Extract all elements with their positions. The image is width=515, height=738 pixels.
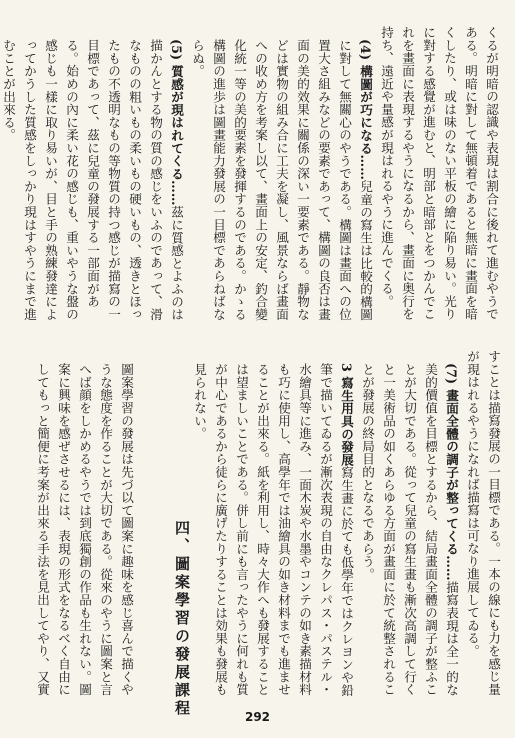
paragraph: (4) 構圖が巧になる……兒童の寫生は比較的構圖に對して無關心のやうである。構圖は畫面への位置大さ組みなどの要素であって、構圖の良否は畫面の美的效果に關係の深い一要素である。靜物などは實物の組み合に工夫を凝し、風景ならば畫面への收め方を考案し以て、畫面上の安定、釣合變化統一等の美的要素を發揮するのである。かゝる構圖の進歩は圖畫能力發展の一目標であらねばならぬ。 bbox=[190, 38, 373, 321]
paragraph: 圖案學習の發展は先づ以て圖案に趣味を感じ喜んで描くやうな態度を作ることが大切である。從來のやうに圖案と言へば顔をしかめるやうでは到底獨創の作品も生れない。圖案に興味を感ぜさせるには、表現の形式をなるべく自由にしてもっと簡便に考案が出來る手法を見出してやり、又實 bbox=[35, 362, 134, 696]
paragraph: (7) 畫面全體の調子が整ってくる……描寫表現は全一的な美的價值を目標とするから、結局畫面全體の調子が整ふことが大切である。從って兒童の寫生畫も漸次高調して行くと一美術品の如くあらゆる方面が畫面に於て統整されることが發展の終局目的となるであらう。 bbox=[360, 362, 459, 696]
page-number: 292 bbox=[244, 710, 271, 724]
section-head: (7) 畫面全體の調子が整ってくる…… bbox=[444, 362, 459, 581]
upper-text-block bbox=[1, 26, 502, 322]
section-head: (5) 質感が現はれてくる…… bbox=[169, 38, 184, 206]
paragraph: くるが明暗の認識や表現は割合に後れて進むやうである。明暗に對して無頓着であると無暗に畫面を暗くしたり、或は味のない平板の繪に陥り易い。光りに對する感覺が進むと、明部と暗部とをつかんでこれを畫面に表現するやうになるから、畫面に奥行を持ち、遠近や量感が現はれるやうに進んでくる。 bbox=[379, 26, 499, 321]
paragraph: (5) 質感が現はれてくる……茲に質感とよふのは描かんとする物の質の感じをいふのであって、滑なものの粗いもの柔いもの硬いもの、透きとほったもの不透明なもの等物質の持つ感じが描寫の一目標であって、茲に兒童の發展する一部面がある。始めの內に柔い花の感じも、重いやうな盤の感じも一樣に取り易いが、目と手の熟練發達によってかうした質感をしっかり現はすやうにまで進むことが出來る。 bbox=[1, 38, 184, 321]
lower-text-block bbox=[35, 350, 504, 700]
section-head: 3 寫生用具の發展 bbox=[339, 362, 354, 466]
chapter-heading: 四、圖案學習の發展課程 bbox=[173, 520, 191, 718]
paragraph: すことは描寫發展の一目標である。一本の線にも力を感じ量が現はれるやうになれば描寫は可なり進展してゐる。 bbox=[465, 350, 501, 696]
section-head: (4) 構圖が巧になる…… bbox=[358, 38, 373, 180]
paragraph: 3 寫生用具の發展寫生畫に於ても低學年ではクレヨンや鉛筆で描いてゐるが漸次表現の自由なクレパス・パステル・水繪具等に進み、一面木炭や水墨やコンテの如き素描材料も巧に使用し、高學年では油繪具の如き材料までも進ませることが出來る。紙を利用し、時々大作へも發展することは望ましいことである。併し前にも言ったやうに何れも質が中心であるから徒らに廣げたりすることは効果も發展も見られない。 bbox=[192, 362, 354, 697]
